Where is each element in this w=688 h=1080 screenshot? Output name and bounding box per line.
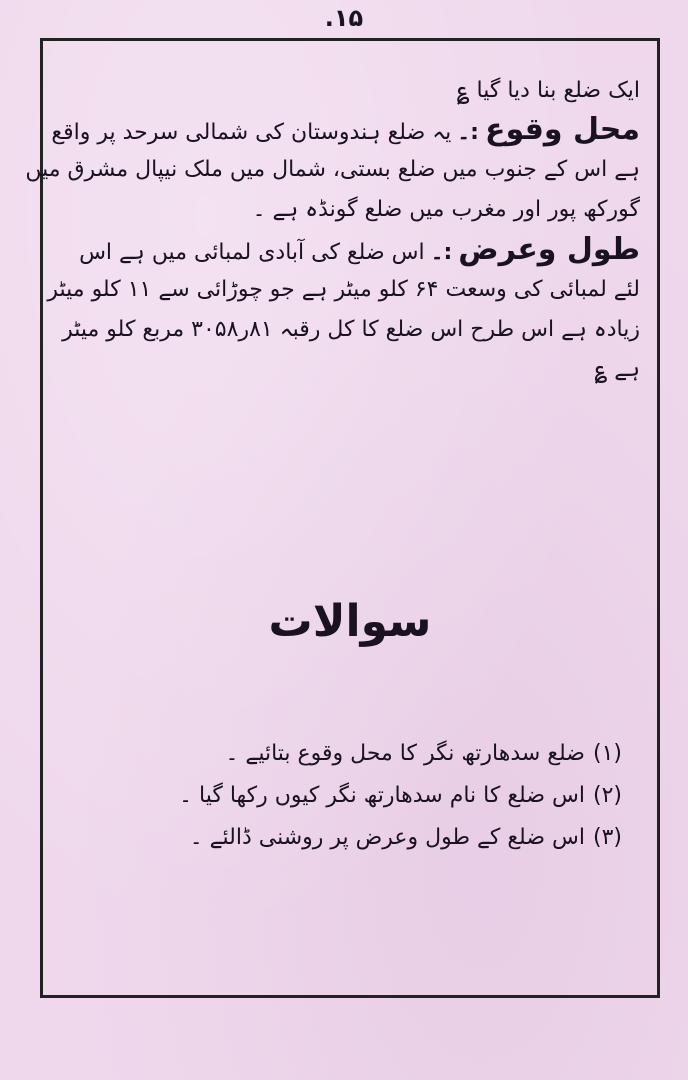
extent-heading: طول وعرض (458, 232, 640, 267)
question-number: (۱) (592, 741, 622, 766)
page-number: ۱۵. (324, 4, 364, 32)
question-item (140, 733, 622, 775)
question-text: اس ضلع کا نام سدھارتھ نگر کیوں رکھا گیا ۔ (179, 783, 585, 808)
paragraph-line (58, 230, 640, 270)
paragraph-line: گورکھ پور اور مغرب میں ضلع گونڈہ ہے ۔ (252, 197, 640, 222)
question-number: (۲) (592, 783, 622, 808)
body-text (25, 72, 640, 390)
paragraph-line: ہے اس کے جنوب میں ضلع بستی، شمال میں ملک نیپال مشرق میں (25, 157, 640, 182)
paragraph-line: زیادہ ہے اس طرح اس ضلع کا کل رقبہ ۸۱ر۳۰۵۸ مربع کلو میٹر (62, 317, 640, 342)
heading-separator: :۔ (457, 120, 479, 145)
questions-list (140, 733, 622, 859)
question-text: ضلع سدھارتھ نگر کا محل وقوع بتائیے ۔ (225, 741, 585, 766)
paragraph-line: ہے ؏ (594, 357, 640, 382)
paragraph-line (51, 110, 640, 150)
paragraph-line: لئے لمبائی کی وسعت ۶۴ کلو میٹر ہے جو چوڑائی سے ۱۱ کلو میٹر (47, 277, 640, 302)
question-text: اس ضلع کے طول وعرض پر روشنی ڈالئے ۔ (189, 825, 585, 850)
paragraph-line: ایک ضلع بنا دیا گیا ؏ (456, 78, 640, 103)
question-item (140, 817, 622, 859)
location-heading: محل وقوع (484, 112, 640, 147)
paragraph-text: یہ ضلع ہندوستان کی شمالی سرحد پر واقع (51, 120, 452, 145)
question-number: (۳) (592, 825, 622, 850)
paragraph-text: اس ضلع کی آبادی لمبائی میں ہے اس (79, 240, 425, 265)
questions-title: سوالات (268, 596, 432, 647)
heading-separator: :۔ (430, 240, 453, 265)
question-item (140, 775, 622, 817)
